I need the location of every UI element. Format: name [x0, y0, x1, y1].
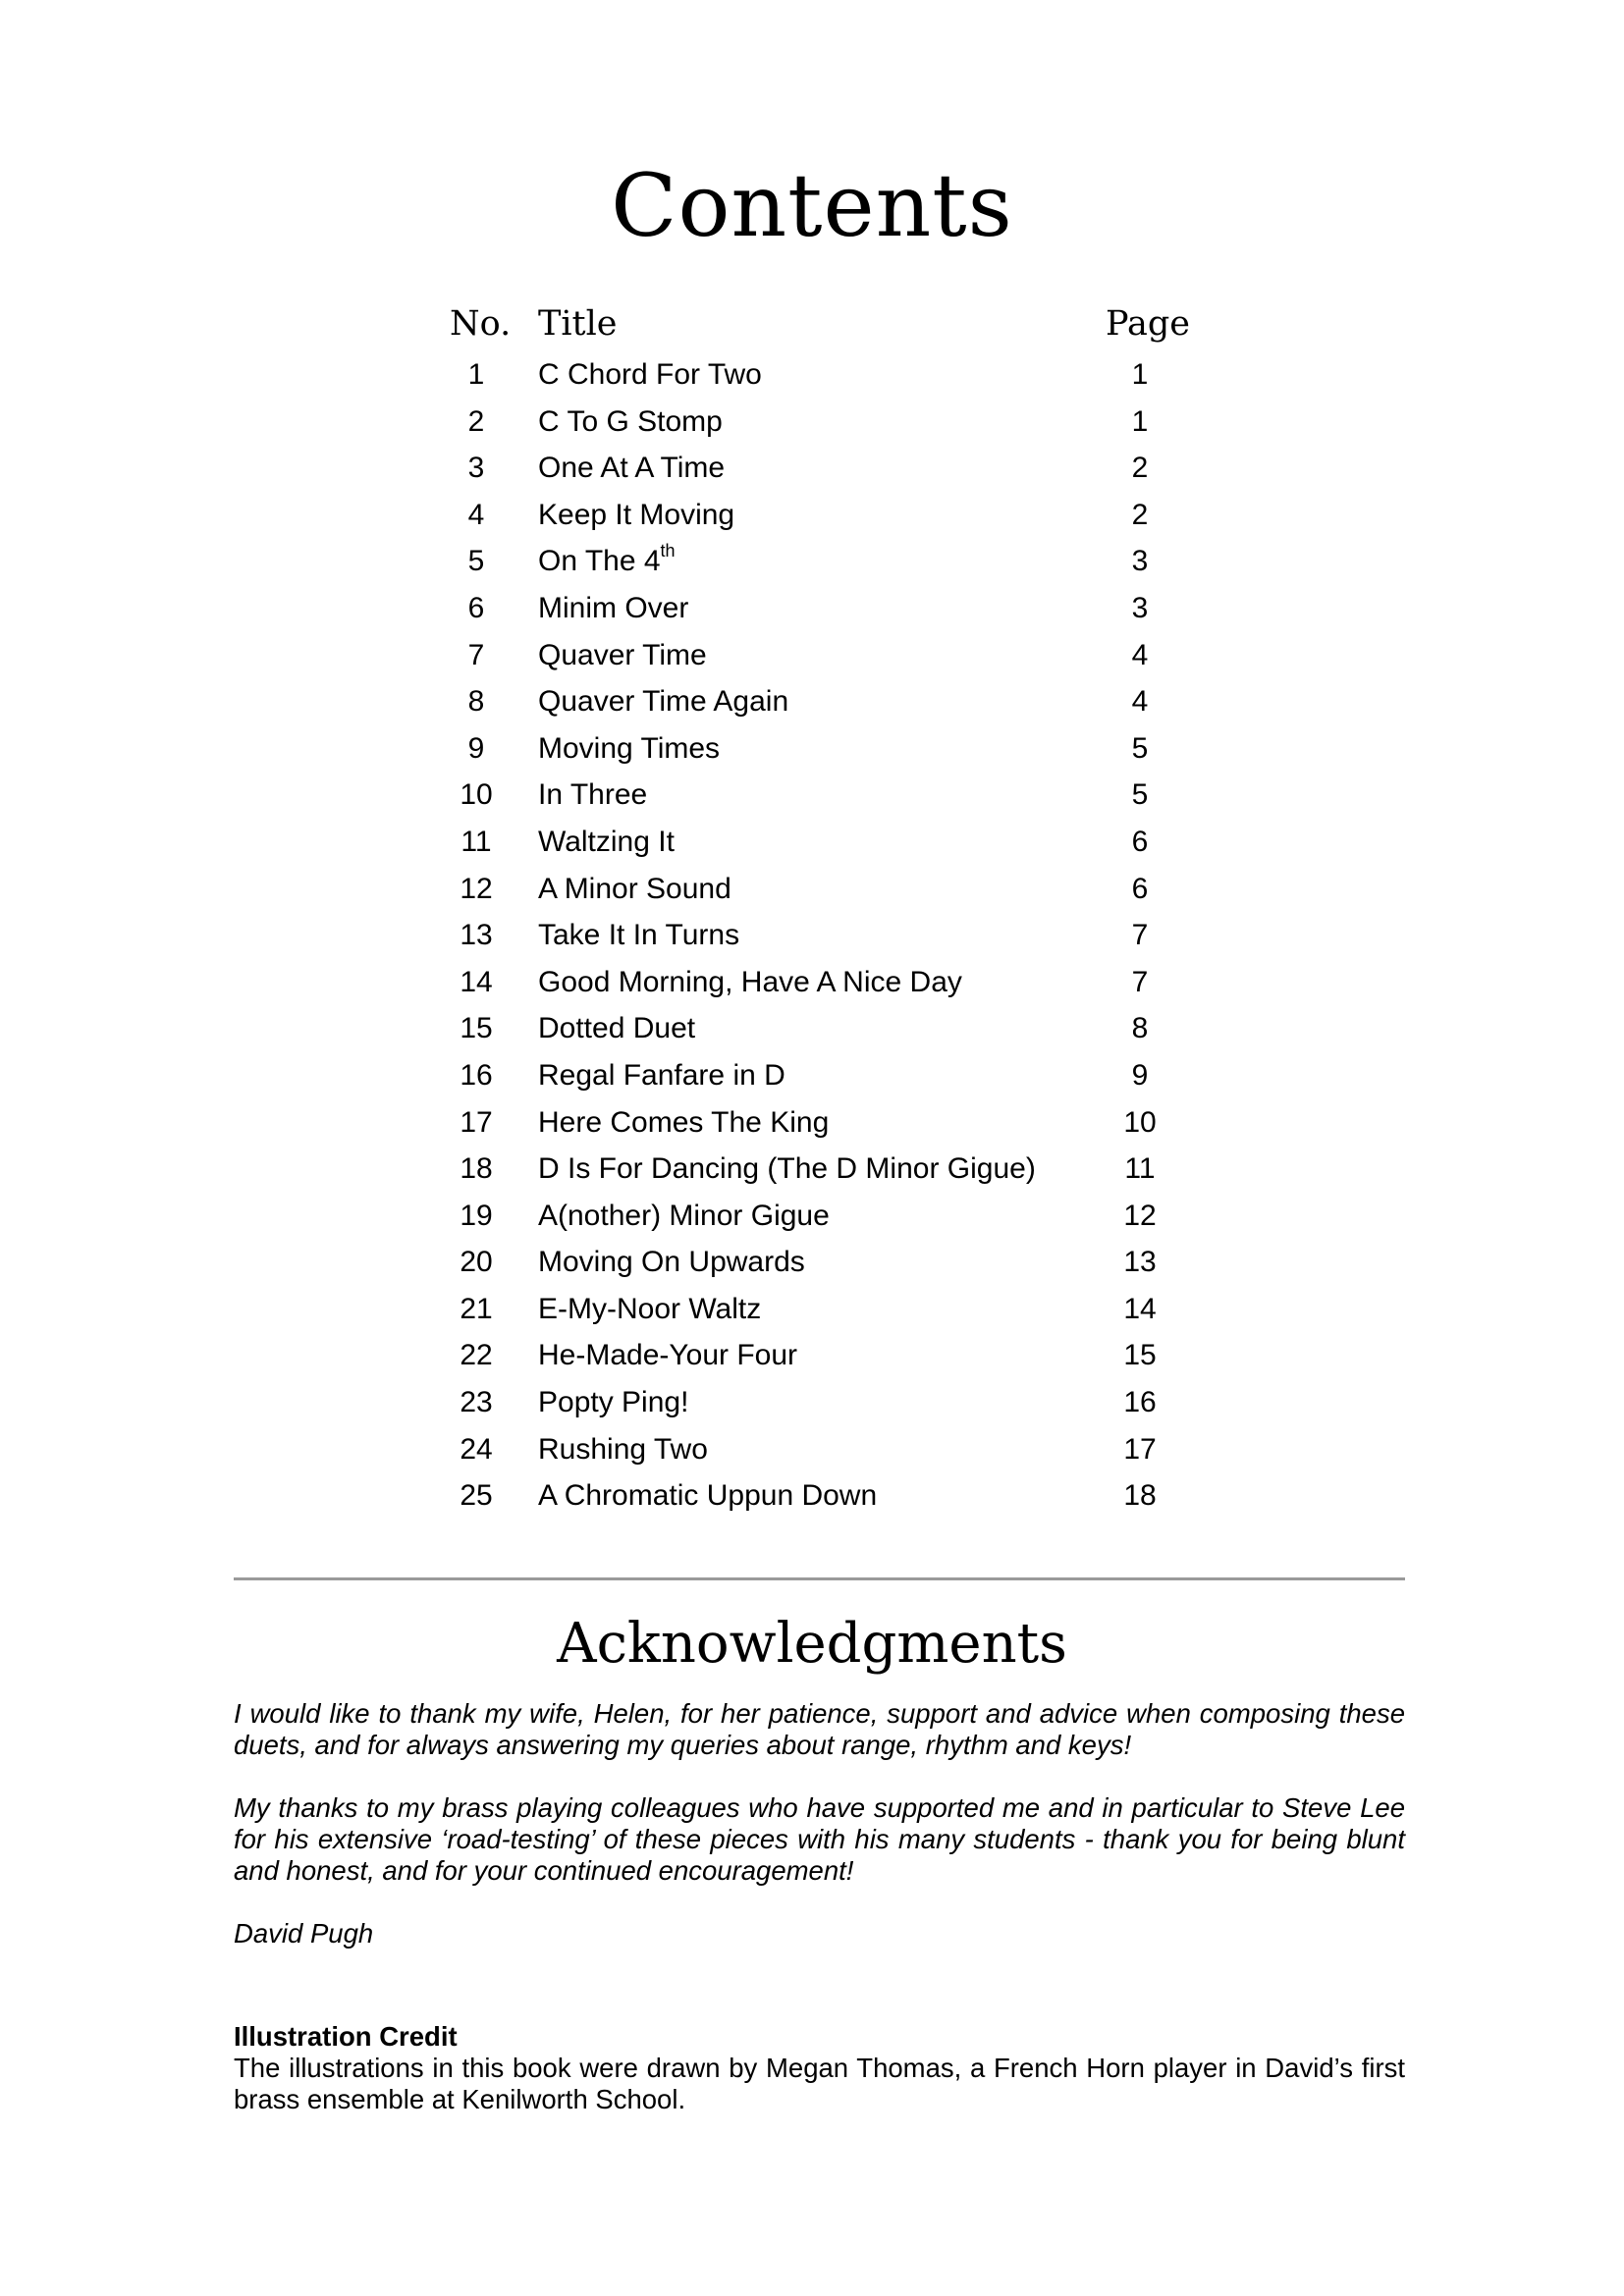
row-title	[538, 1052, 785, 1099]
row-page: 10	[1123, 1105, 1157, 1139]
row-number: 25	[460, 1479, 493, 1513]
contents-row	[432, 725, 1208, 773]
contents-row	[432, 351, 1208, 399]
row-title-text: Minim Over	[538, 591, 689, 624]
row-title-text: He-Made-Your Four	[538, 1339, 798, 1372]
row-title-text: Take It In Turns	[538, 919, 740, 952]
row-page: 1	[1131, 404, 1149, 438]
acknowledgments-title: Acknowledgments	[557, 1612, 1067, 1676]
row-page: 7	[1131, 919, 1149, 952]
row-page: 6	[1131, 825, 1149, 858]
row-title-text: Regal Fanfare in D	[538, 1058, 785, 1092]
row-title-text: A Minor Sound	[538, 872, 731, 905]
row-number: 17	[460, 1105, 493, 1139]
row-number: 8	[467, 685, 485, 719]
row-title	[538, 819, 675, 866]
contents-row	[432, 866, 1208, 913]
row-page: 4	[1131, 638, 1149, 671]
row-number: 11	[460, 825, 492, 858]
row-number: 15	[460, 1012, 493, 1045]
contents-row	[432, 959, 1208, 1006]
row-title-text: Quaver Time	[538, 638, 707, 671]
row-page: 14	[1123, 1292, 1157, 1325]
row-number: 23	[460, 1386, 493, 1419]
row-number: 3	[467, 452, 485, 485]
row-title	[538, 678, 788, 725]
row-title-text: Good Morning, Have A Nice Day	[538, 965, 962, 998]
contents-row	[432, 1052, 1208, 1099]
row-number: 1	[467, 358, 485, 391]
contents-row	[432, 772, 1208, 819]
row-page: 16	[1123, 1386, 1157, 1419]
row-number: 21	[460, 1292, 493, 1325]
row-title	[538, 399, 723, 446]
contents-row	[432, 1332, 1208, 1379]
row-title-text: On The 4	[538, 545, 661, 578]
illustration-credit-text: The illustrations in this book were drawn by Megan Thomas, a French Horn player in David’s first brass ensemble at Kenilworth School.	[234, 2053, 1405, 2114]
header-page: Page	[1106, 304, 1190, 344]
row-page: 1	[1131, 358, 1149, 391]
contents-row	[432, 492, 1208, 539]
row-page: 17	[1123, 1432, 1157, 1466]
row-title	[538, 959, 962, 1006]
contents-row	[432, 1286, 1208, 1333]
contents-row	[432, 1193, 1208, 1240]
row-title-text: E-My-Noor Waltz	[538, 1292, 762, 1325]
header-no: No.	[450, 304, 512, 344]
row-title-text: Moving On Upwards	[538, 1246, 805, 1279]
contents-row	[432, 1005, 1208, 1052]
contents-row	[432, 1146, 1208, 1193]
contents-title: Contents	[611, 155, 1013, 256]
row-number: 18	[460, 1152, 493, 1186]
row-page: 3	[1131, 545, 1149, 578]
row-page: 9	[1131, 1058, 1149, 1092]
row-title-text: A(nother) Minor Gigue	[538, 1199, 830, 1232]
contents-row	[432, 538, 1208, 585]
row-title	[538, 1146, 1036, 1193]
row-page: 15	[1123, 1339, 1157, 1372]
row-title	[538, 1472, 877, 1520]
row-number: 24	[460, 1432, 493, 1466]
row-title	[538, 1005, 695, 1052]
contents-row	[432, 1426, 1208, 1473]
contents-rows	[432, 351, 1208, 1520]
row-title-text: Dotted Duet	[538, 1012, 696, 1045]
row-title	[538, 1426, 708, 1473]
row-title-text: In Three	[538, 778, 648, 812]
row-title	[538, 351, 762, 399]
row-title	[538, 1332, 797, 1379]
row-page: 18	[1123, 1479, 1157, 1513]
row-number: 22	[460, 1339, 493, 1372]
row-title	[538, 538, 676, 585]
acknowledgments-paragraph-1: I would like to thank my wife, Helen, for her patience, support and advice when composing these duets, and for always answering my queries about range, rhythm and keys!	[234, 1698, 1405, 1760]
contents-row	[432, 1379, 1208, 1426]
row-title	[538, 866, 731, 913]
contents-row	[432, 1472, 1208, 1520]
contents-row	[432, 912, 1208, 959]
row-page: 11	[1124, 1152, 1156, 1186]
row-title-text: Moving Times	[538, 731, 721, 765]
row-page: 4	[1131, 685, 1149, 719]
row-page: 13	[1123, 1246, 1157, 1279]
contents-row	[432, 585, 1208, 632]
row-number: 16	[460, 1058, 493, 1092]
contents-row	[432, 445, 1208, 492]
row-title-text: C Chord For Two	[538, 358, 762, 391]
row-title-text: Keep It Moving	[538, 498, 735, 531]
row-number: 19	[460, 1199, 493, 1232]
row-number: 2	[467, 404, 485, 438]
row-page: 5	[1131, 731, 1149, 765]
row-page: 2	[1131, 498, 1149, 531]
contents-row	[432, 1099, 1208, 1147]
row-title	[538, 1379, 688, 1426]
row-title-superscript: th	[660, 541, 676, 561]
row-title-text: A Chromatic Uppun Down	[538, 1479, 878, 1513]
row-number: 12	[460, 872, 493, 905]
row-page: 2	[1131, 452, 1149, 485]
row-title	[538, 445, 725, 492]
contents-row	[432, 632, 1208, 679]
row-title	[538, 1239, 805, 1286]
row-number: 4	[467, 498, 485, 531]
header-title: Title	[538, 304, 618, 344]
row-number: 9	[467, 731, 485, 765]
row-page: 7	[1131, 965, 1149, 998]
row-number: 20	[460, 1246, 493, 1279]
row-page: 3	[1131, 591, 1149, 624]
row-title-text: Quaver Time Again	[538, 685, 789, 719]
contents-row	[432, 399, 1208, 446]
illustration-credit-heading: Illustration Credit	[234, 2021, 458, 2052]
row-title	[538, 492, 734, 539]
row-title	[538, 1099, 829, 1147]
row-page: 5	[1131, 778, 1149, 812]
row-title-text: One At A Time	[538, 452, 726, 485]
row-title	[538, 725, 720, 773]
acknowledgments-paragraph-2: My thanks to my brass playing colleagues who have supported me and in particular to Steve Lee for his extensive ‘road-testing’ of these pieces with his many students - thank you for being blunt and honest, and for your continued encouragement!	[234, 1792, 1405, 1886]
row-number: 13	[460, 919, 493, 952]
row-number: 10	[460, 778, 493, 812]
row-title-text: C To G Stomp	[538, 404, 723, 438]
row-title	[538, 585, 688, 632]
row-title	[538, 632, 707, 679]
row-page: 8	[1131, 1012, 1149, 1045]
contents-row	[432, 819, 1208, 866]
section-divider	[234, 1577, 1405, 1580]
acknowledgments-signature: David Pugh	[234, 1918, 374, 1949]
row-title	[538, 772, 647, 819]
row-number: 14	[460, 965, 493, 998]
row-page: 6	[1131, 872, 1149, 905]
contents-row	[432, 678, 1208, 725]
row-title	[538, 1193, 830, 1240]
row-title-text: Rushing Two	[538, 1432, 708, 1466]
row-title	[538, 912, 739, 959]
row-title	[538, 1286, 761, 1333]
row-number: 7	[467, 638, 485, 671]
row-title-text: D Is For Dancing (The D Minor Gigue)	[538, 1152, 1036, 1186]
row-number: 6	[467, 591, 485, 624]
row-title-text: Waltzing It	[538, 825, 675, 858]
row-number: 5	[467, 545, 485, 578]
contents-row	[432, 1239, 1208, 1286]
contents-table	[432, 296, 1208, 1520]
row-title-text: Popty Ping!	[538, 1386, 689, 1419]
row-page: 12	[1123, 1199, 1157, 1232]
contents-header-row	[432, 296, 1208, 351]
row-title-text: Here Comes The King	[538, 1105, 830, 1139]
